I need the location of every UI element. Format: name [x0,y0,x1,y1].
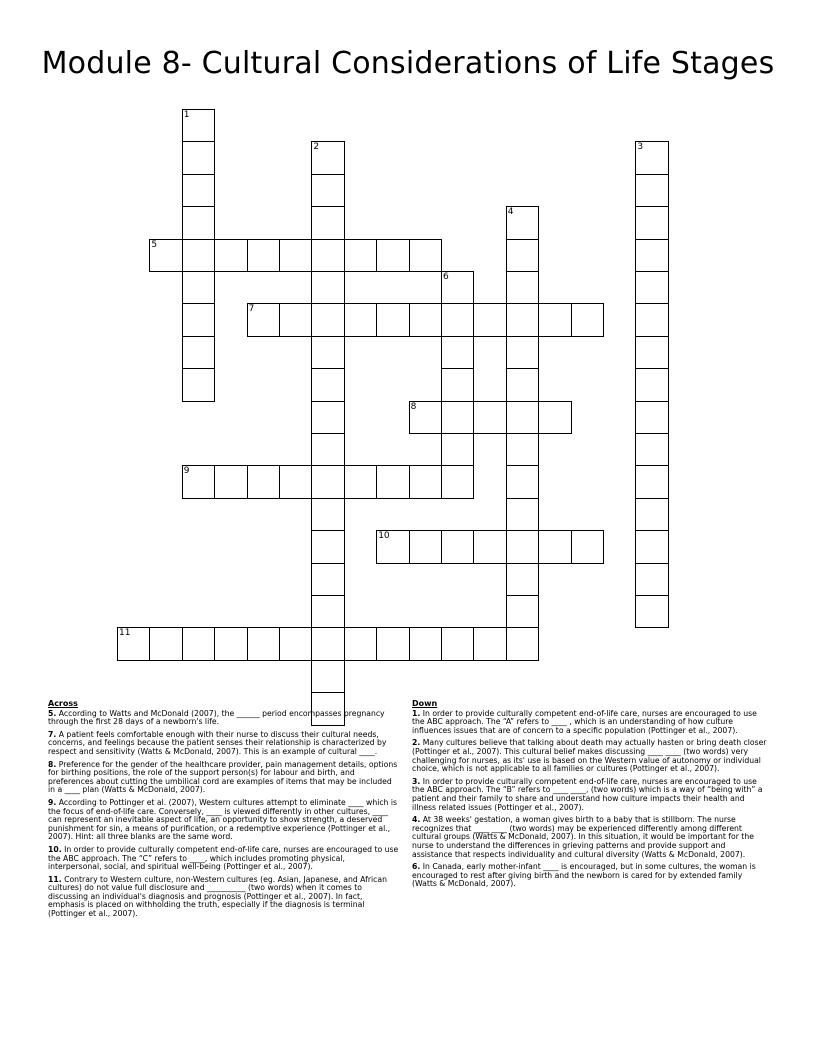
grid-cell[interactable] [311,498,344,531]
grid-cell[interactable] [182,465,215,498]
grid-cell[interactable] [635,206,668,239]
clue-text: At 38 weeks' gestation, a woman gives birth to a baby that is stillborn. The nurse recognizes that ____ ____ (two words) may be experienced differently among different cultural groups (Watts & McDonald, 2007). In this situation, it would be important for the nurse to understand the differences in grieving patterns and provide support and assistance that respects individuality and cultural diversity (Watts & McDonald, 2007). [412,815,754,859]
grid-cell[interactable] [117,627,150,660]
grid-cell[interactable] [506,433,539,466]
grid-cell[interactable] [441,627,474,660]
grid-cell[interactable] [182,109,215,142]
grid-cell[interactable] [635,303,668,336]
grid-cell[interactable] [214,465,247,498]
clue-number: 6. [412,862,421,872]
clue-number-label: 10 [378,531,390,542]
grid-cell[interactable] [182,206,215,239]
grid-cell[interactable] [311,563,344,596]
clue-number: 5. [48,708,57,718]
clue-number-label: 8 [410,401,417,412]
grid-cell[interactable] [182,627,215,660]
grid-cell[interactable] [344,303,377,336]
grid-cell[interactable] [506,595,539,628]
grid-cell[interactable] [311,271,344,304]
grid-cell[interactable] [441,303,474,336]
grid-cell[interactable] [538,530,571,563]
grid-cell[interactable] [182,239,215,272]
clue-text: Preference for the gender of the healthcare provider, pain management details, options for birthing positions, the role of the support person(s) for labour and birth, and preferences about cutting the umbilical cord are examples of items that may be included in a ____ plan (Watts & McDonald, 2007). [48,759,398,795]
grid-cell[interactable] [311,433,344,466]
grid-cell[interactable] [344,239,377,272]
grid-cell[interactable] [506,530,539,563]
grid-cell[interactable] [311,530,344,563]
grid-cell[interactable] [279,465,312,498]
across-heading: Across [48,699,78,708]
grid-cell[interactable] [506,368,539,401]
grid-cell[interactable] [409,627,442,660]
grid-cell[interactable] [635,401,668,434]
clue-number: 8. [48,759,57,769]
clue-across-5 [48,710,400,727]
grid-cell[interactable] [506,303,539,336]
grid-cell[interactable] [182,336,215,369]
clue-number: 1. [412,708,421,718]
clue-number-label: 11 [119,628,131,639]
clue-number-label: 6 [443,272,449,282]
grid-cell[interactable] [182,271,215,304]
clue-number-label: 7 [248,304,255,315]
grid-cell[interactable] [214,627,247,660]
down-heading: Down [412,699,438,708]
grid-cell[interactable] [635,368,668,401]
grid-cell[interactable] [473,627,506,660]
clue-number: 4. [412,815,421,825]
grid-cell[interactable] [473,303,506,336]
grid-cell[interactable] [311,465,344,498]
clue-text: In order to provide culturally competent end-of-life care, nurses are encouraged to use the ABC approach. The “C” refers to ____, which includes promoting physical, interpersonal, social, and spiritual well-being (Pottinger et al., 2007). [48,844,399,872]
clue-number-label: 3 [637,142,644,153]
clue-number-label: 9 [183,466,190,477]
grid-cell[interactable] [279,239,312,272]
grid-cell[interactable] [311,336,344,369]
clue-text: In order to provide culturally competent end-of-life care, nurses are encouraged to use the ABC approach. The “B” refers to ____ ____, (two words) which is a way of “being with” a patient and their family to share and understand how culture impacts their health and illness related issues (Pottinger et al., 2007). [412,776,763,812]
grid-cell[interactable] [376,627,409,660]
clue-across-10 [48,846,400,872]
grid-cell[interactable] [635,563,668,596]
grid-cell[interactable] [279,303,312,336]
grid-cell[interactable] [506,206,539,239]
across-clues [48,700,400,923]
grid-cell[interactable] [506,239,539,272]
clue-down-6 [412,863,767,889]
grid-cell[interactable] [506,271,539,304]
grid-cell[interactable] [441,368,474,401]
grid-cell[interactable] [311,660,344,693]
grid-cell[interactable] [182,303,215,336]
clue-text: A patient feels comfortable enough with their nurse to discuss their cultural needs, concerns, and feelings because the patient senses their relationship is characterized by respect and sensitivity (Watts & McDonald, 2007). This is an example of cultural ____. [48,729,387,756]
grid-cell[interactable] [441,433,474,466]
grid-cell[interactable] [344,465,377,498]
grid-cell[interactable] [506,563,539,596]
grid-cell[interactable] [247,627,280,660]
grid-cell[interactable] [344,627,377,660]
grid-cell[interactable] [635,271,668,304]
clue-number: 7. [48,729,57,739]
clue-text: Contrary to Western culture, non-Western cultures (eg. Asian, Japanese, and African cultures) do not value full disclosure and __________ (two words) when it comes to discussing an individual's diagnosis and prognosis (Pottinger et al., 2007). In fact, emphasis is placed on withholding the truth, especially if the diagnosis is terminal (Pottinger et al., 2007). [48,874,387,919]
grid-cell[interactable] [182,174,215,207]
grid-cell[interactable] [506,336,539,369]
across-clue-list [48,710,400,919]
grid-cell[interactable] [635,336,668,369]
grid-cell[interactable] [279,627,312,660]
clue-across-11 [48,876,400,919]
grid-cell[interactable] [635,595,668,628]
down-clues [412,700,767,893]
grid-cell[interactable] [247,239,280,272]
grid-cell[interactable] [311,303,344,336]
grid-cell[interactable] [635,433,668,466]
clue-down-4 [412,816,767,859]
clue-number: 9. [48,797,57,807]
grid-cell[interactable] [441,336,474,369]
grid-cell[interactable] [182,368,215,401]
grid-cell[interactable] [311,239,344,272]
grid-cell[interactable] [311,401,344,434]
clue-number-label: 1 [183,110,190,120]
grid-cell[interactable] [311,206,344,239]
clue-down-2 [412,739,767,773]
grid-cell[interactable] [247,303,280,336]
grid-cell[interactable] [376,239,409,272]
clue-number: 3. [412,776,421,786]
clue-text: In order to provide culturally competent end-of-life care, nurses are encouraged to use the ABC approach. The “A” refers to ____ , which is an understanding of how culture influences issues that are of concern to a specific population (Pottinger et al., 2007). [412,708,757,735]
grid-cell[interactable] [538,303,571,336]
grid-cell[interactable] [149,239,182,272]
clue-across-9 [48,799,400,842]
clue-number-label: 4 [507,207,514,218]
clue-text: According to Watts and McDonald (2007), the ______ period encompasses pregnancy through the first 28 days of a newborn's life. [48,708,385,727]
clue-text: Many cultures believe that talking about death may actually hasten or bring death closer (Pottinger et al., 2007). This cultural belief makes discussing ____ ____ (two words) very challenging for nurses, as its' use is based on the Western value of autonomy or individual choice, which is not applicable to all families or cultures (Pottinger et al., 2007). [412,738,767,774]
grid-cell[interactable] [311,174,344,207]
grid-cell[interactable] [376,303,409,336]
clue-down-1 [412,710,767,736]
grid-cell[interactable] [409,239,442,272]
grid-cell[interactable] [441,530,474,563]
grid-cell[interactable] [506,465,539,498]
clue-across-7 [48,731,400,757]
grid-cell[interactable] [311,141,344,174]
clue-number: 10. [48,844,62,854]
down-clue-list [412,710,767,889]
grid-cell[interactable] [311,595,344,628]
grid-cell[interactable] [473,530,506,563]
clue-number: 2. [412,738,421,748]
grid-cell[interactable] [311,368,344,401]
grid-cell[interactable] [635,141,668,174]
page-title: Module 8- Cultural Considerations of Life Stages [41,46,775,81]
grid-cell[interactable] [182,141,215,174]
clue-across-8 [48,761,400,795]
grid-cell[interactable] [311,627,344,660]
grid-cell[interactable] [441,271,474,304]
grid-cell[interactable] [635,530,668,563]
grid-cell[interactable] [441,401,474,434]
clue-text: According to Pottinger et al. (2007), Western cultures attempt to eliminate ____ which is the focus of end-of-life care. Conversely, ____ is viewed differently in other cultures, ____ can represent an inevitable aspect of life, an opportunity to show strength, a deserved punishment for sin, a means of purification, or a redemptive experience (Pottinger et al., 2007). Hint: all three blanks are the same word. [48,797,398,842]
grid-cell[interactable] [571,303,604,336]
grid-cell[interactable] [409,401,442,434]
grid-cell[interactable] [538,401,571,434]
grid-cell[interactable] [441,465,474,498]
clue-number: 11. [48,874,62,884]
clue-down-3 [412,778,767,812]
grid-cell[interactable] [635,498,668,531]
grid-cell[interactable] [376,530,409,563]
grid-cell[interactable] [635,174,668,207]
grid-cell[interactable] [506,401,539,434]
grid-cell[interactable] [214,239,247,272]
grid-cell[interactable] [247,465,280,498]
grid-cell[interactable] [409,465,442,498]
grid-cell[interactable] [571,530,604,563]
grid-cell[interactable] [409,530,442,563]
grid-cell[interactable] [473,401,506,434]
grid-cell[interactable] [149,627,182,660]
grid-cell[interactable] [635,465,668,498]
clue-number-label: 2 [313,142,320,153]
clue-text: In Canada, early mother-infant ____ is encouraged, but in some cultures, the woman is encouraged to rest after giving birth and the newborn is cared for by extended family (Watts & McDonald, 2007). [412,862,756,889]
clue-number-label: 5 [151,239,158,250]
grid-cell[interactable] [506,627,539,660]
grid-cell[interactable] [635,239,668,272]
grid-cell[interactable] [506,498,539,531]
grid-cell[interactable] [376,465,409,498]
grid-cell[interactable] [409,303,442,336]
